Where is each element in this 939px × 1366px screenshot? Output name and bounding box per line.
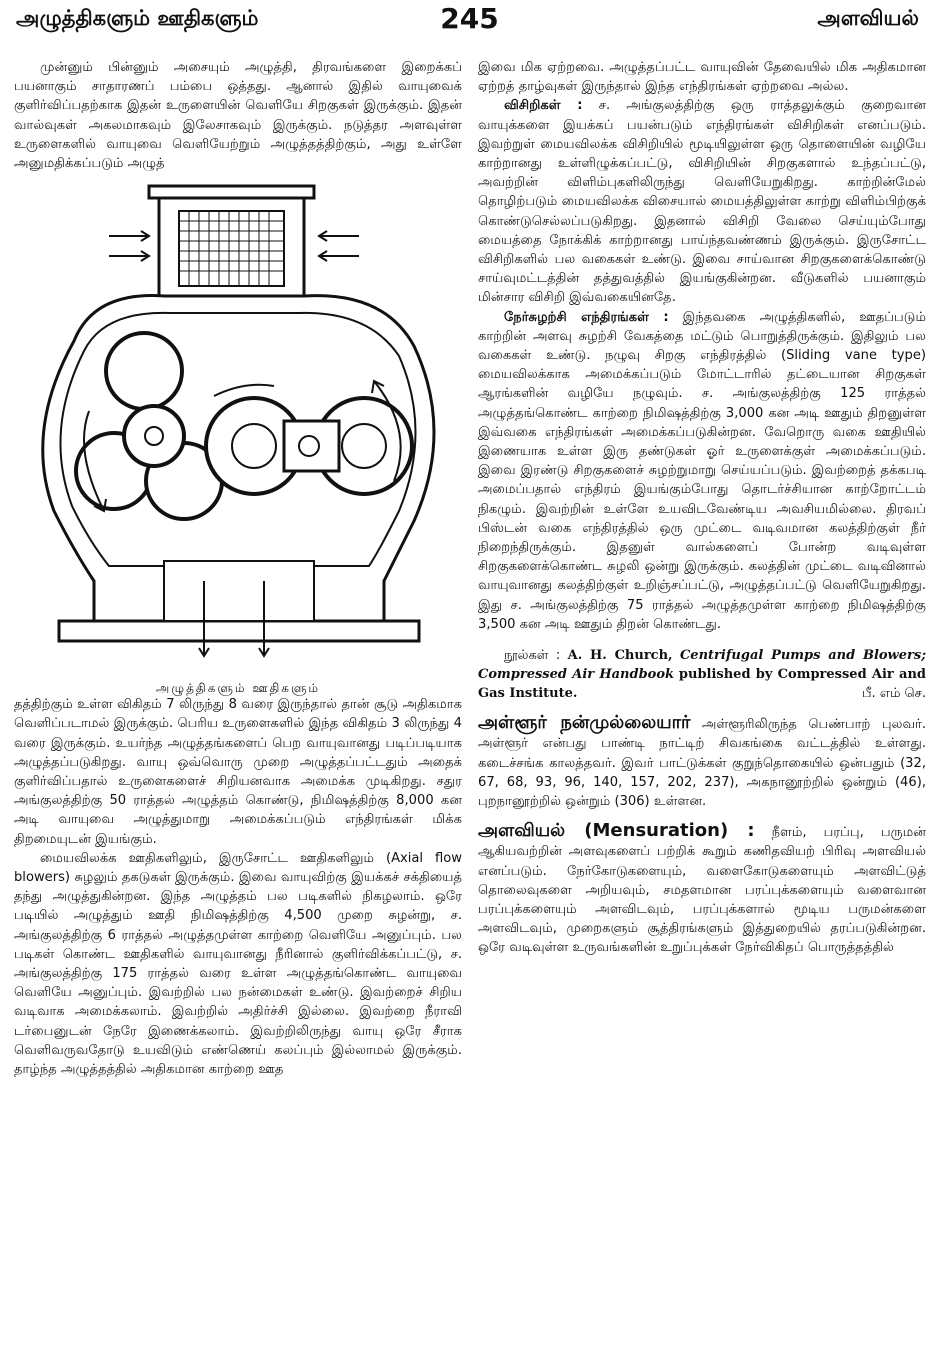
positive-displacement-paragraph bbox=[478, 308, 926, 634]
entry-body: அள்ளூரிலிருந்த பெண்பாற் புலவர். அள்ளூர் என்பது பாண்டி நாட்டிற் சிவகங்கை வட்டத்தில் உள்ளது. கடைச்சங்க காலத்தவர். இவர் பாட்டுக்கள் குறுந்தொகையில் ஒன்பதும் (32, 67, 68, 93, 96, 140, 157, 202, 237), அகநானூற்றில் ஒன்றும் (46), புறநானூற்றில் ஒன்றும் (306) உள்ளன. bbox=[478, 717, 926, 809]
entry-title: அள்ளூர் நன்முல்லையார் bbox=[478, 712, 691, 734]
axial-blowers-paragraph: மையவிலக்க ஊதிகளிலும், இருசோட்ட ஊதிகளிலும் (Axial flow blowers) சுழலும் தகடுகள் இருக்கும். இவை வாயுவிற்கு இயக்கச் சக்தியைத் தந்து அழுத்துகின்றன. இந்த அழுத்தம் பல படிகளில் நிகழலாம். ஒரே படியில் அழுத்தும் ஊதி நிமிஷத்திற்கு 4,500 முறை சுழன்று, ச. அங்குலத்திற்கு 6 ராத்தல் அழுத்தமுள்ள காற்றை வெளியே அனுப்பும். பல படிகள் கொண்ட ஊதிகளில் வாயுவானது நீரினால் குளிர்விக்கப்பட்டு, ச. அங்குலத்திற்கு 175 ராத்தல் வரை உள்ள அழுத்தங்கொண்ட வாயுவை வெளியே அனுப்பும். இவற்றில் பல நன்மைகள் உண்டு. இவற்றைச் சிறிய வடிவாக அமைக்கலாம். இவற்றில் அதிர்ச்சி இல்லை. இவற்றை நீராவி டர்பைனுடன் நேரே இணைக்கலாம். இவற்றிலிருந்து வாயு ஒரே சீராக வெளிவருவதோடு உயவிடும் எண்ணெய் கலப்பும் இல்லாமல் இருக்கும். தாழ்ந்த அழுத்தத்தில் அதிகமான காற்றை ஊத bbox=[14, 850, 462, 1078]
entry-allur-nanmullaiyar bbox=[478, 713, 926, 811]
fans-heading: விசிறிகள் : bbox=[504, 98, 583, 114]
running-title-left: அழுத்திகளும் ஊதிகளும் bbox=[16, 6, 259, 30]
references-publisher: published by Compressed Air and Gas Institute. bbox=[478, 667, 926, 702]
references bbox=[478, 646, 926, 703]
entry-mensuration bbox=[478, 821, 926, 957]
rotary-blower-diagram bbox=[14, 181, 462, 681]
references-label: நூல்கள் : bbox=[504, 648, 561, 664]
figure-caption: அழுத்திகளும் ஊதிகளும் bbox=[155, 681, 321, 696]
positive-displacement-heading: நேர்சுழற்சி எந்திரங்கள் : bbox=[504, 309, 669, 325]
continuation-paragraph: இவை மிக ஏற்றவை. அழுத்தப்பட்ட வாயுவின் தேவையில் மிக அதிகமான ஏற்றத் தாழ்வுகள் இருந்தால் இந்த எந்திரங்கள் ஏற்றவை அல்ல. bbox=[478, 60, 926, 95]
blower-base bbox=[59, 621, 419, 641]
inlet-grille bbox=[179, 211, 284, 286]
fans-paragraph bbox=[478, 96, 926, 307]
author-signature: பீ. எம் செ. bbox=[861, 686, 926, 702]
references-title: Centrifugal Pumps and Blowers; Compressed Air Handbook bbox=[478, 648, 926, 683]
intro-paragraph: முன்னும் பின்னும் அசையும் அழுத்தி, திரவங்களை இறைக்கப் பயனாகும் சாதாரணப் பம்பை ஒத்தது. ஆனால் இதில் வாயுவைக் குளிர்விப்பதற்காக இதன் உருளையின் வெளியே சிறகுகள் இருக்கும். இதன் வால்வுகள் அகலமாகவும் இலேசாகவும் இருக்கும். நடுத்தர அளவுள்ள உருளைகளில் வாயுவை வெளியேற்றும் அழுத்தத்திற்கும், அது உள்ளே அனுமதிக்கப்படும் அழுத் bbox=[14, 60, 462, 172]
blower-figure bbox=[14, 181, 462, 696]
entry-title: அளவியல் (Mensuration) : bbox=[478, 820, 755, 842]
references-author: A. H. Church, bbox=[567, 648, 673, 664]
inlet-cap bbox=[149, 186, 314, 198]
ratio-paragraph: தத்திற்கும் உள்ள விகிதம் 7 லிருந்து 8 வரை இருந்தால் தான் சூடு அதிகமாக வெளிப்படாமல் இருக்கும். பெரிய உருளைகளில் இந்த விகிதம் 3 லிருந்து 4 வரை இருக்கும். உயர்ந்த அழுத்தங்களைப் பெற வாயுவானது படிப்படியாக அழுத்தப்படுகிறது. வாயு ஒவ்வொரு முறை அழுத்தப்பட்டதும் அதைக் குளிர்விப்பதால் உருளைகளைச் சிறியனவாக அமைக்க முடிகிறது. சதுர அங்குலத்திற்கு 50 ராத்தல் அழுத்தம் கொண்டு, நிமிஷத்திற்கு 8,000 கன அடி வாயுவை அழுத்துமாறு அமைக்கப்படும் எந்திரங்கள் மிக்க திறமையுடன் இயங்கும். bbox=[14, 697, 462, 847]
outlet-duct bbox=[164, 561, 314, 621]
right-column bbox=[478, 58, 926, 958]
page-header bbox=[16, 2, 923, 40]
running-title-right: அளவியல் bbox=[817, 6, 919, 30]
page-number: 245 bbox=[440, 2, 499, 35]
entry-body: நீளம், பரப்பு, பருமன் ஆகியவற்றின் அளவுகளைப் பற்றிக் கூறும் கணிதவியற் பிரிவு அளவியல் எனப்படும். நேர்கோடுகளையும், வளைகோடுகளையும் அளவிட்டுத் தொலைவுகளை அறியவும், சமதளமான பரப்புக்களையும் வளைவான பரப்புக்களையும் அளவிடவும், பரப்புக்களால் மூடிய பருமன்களை அளவிடவும், முறைகளும் சூத்திரங்களும் இத்துறையில் தரப்படுகின்றன. ஒரே வடிவுள்ள உருவங்களின் உறுப்புக்கள் நேர்விகிதப் பொருத்தத்தில் bbox=[478, 825, 927, 956]
fans-body: ச. அங்குலத்திற்கு ஒரு ராத்தலுக்கும் குறைவான வாயுக்களை இயக்கப் பயன்படும் எந்திரங்கள் விசிறிகள் எனப்படும். இவற்றுள் மையவிலக்க விசிறியில் மூடியிலுள்ள ஒரு தொளையின் வழியே காற்றானது உள்ளிழுக்கப்பட்டு, விசிறியின் சிறகுகளால் உந்தப்பட்டு, அவற்றின் விளிம்புகளிலிருந்து வெளியேறுகிறது. காற்றின்மேல் தொழிற்படும் மையவிலக்க விசையால் மையத்திலுள்ள காற்று விளிம்பிற்குக் கொண்டுசெல்லப்படுகிறது. இதனால் விசிறி வேலை செய்யும்போது மையத்தை நோக்கிக் காற்றானது பாய்ந்தவண்ணம் இருக்கும். இருசோட்ட விசிறிகளில் பல வகைகள் உண்டு. இவை சாய்வான சிறகுகளைக்கொண்டு சாய்வுமட்டத்தின் தத்துவத்தில் இயங்குகின்றன. வீடுகளில் பயனாகும் மின்சார விசிறி இவ்வகையினதே. bbox=[478, 98, 926, 306]
left-column bbox=[14, 58, 462, 1079]
positive-displacement-body: இந்தவகை அழுத்திகளில், ஊதப்படும் காற்றின் அளவு சுழற்சி வேகத்தை மட்டும் பொறுத்திருக்கும். இதிலும் பல வகைகள் உண்டு. நழுவு சிறகு எந்திரத்தில் (Sliding vane type) மையவிலக்காக அமைக்கப்படும் மோட்டாரில் தட்டையான சிறகுகள் ஆரங்களின் வழியே நழுவும். ச. அங்குலத்திற்கு 125 ராத்தல் அழுத்தங்கொண்ட காற்றை நிமிஷத்திற்கு 3,000 கன அடி ஊதும் திறனுள்ள இவ்வகை எந்திரங்கள் அமைக்கப்படுகின்றன. வேறொரு வகை ஊதியில் இணையாக உள்ள இரு தண்டுகள் ஓர் உருளைக்குள் அமைக்கப்படும். இவை இரண்டு சிறகுகளைச் சுழற்றுமாறு செய்யப்படும். இவற்றைத் தக்கபடி அமைப்பதால் எந்திரம் இயங்கும்போது தொடர்ச்சியான காற்றோட்டம் நிகழும். இவற்றின் உள்ளே உயவிடவேண்டிய அவசியமில்லை. திரவப் பிஸ்டன் வகை எந்திரத்தில் ஒரு முட்டை வடிவமான கலத்திற்குள் நீர் நிறைந்திருக்கும். இதனுள் வால்களைப் போன்ற வடிவுள்ள சிறகுகளைக்கொண்ட சுழலி ஒன்று இருக்கும். கலத்தின் முட்டை வடிவினால் வாயுவானது கலத்திற்குள் உறிஞ்சப்பட்டு, அழுத்தப்பட்டு வெளியேறுகிறது. இது ச. அங்குலத்திற்கு 75 ராத்தல் அழுத்தமுள்ள காற்றை நிமிஷத்திற்கு 3,500 கன அடி ஊதும் திறன் கொண்டது. bbox=[478, 309, 926, 632]
